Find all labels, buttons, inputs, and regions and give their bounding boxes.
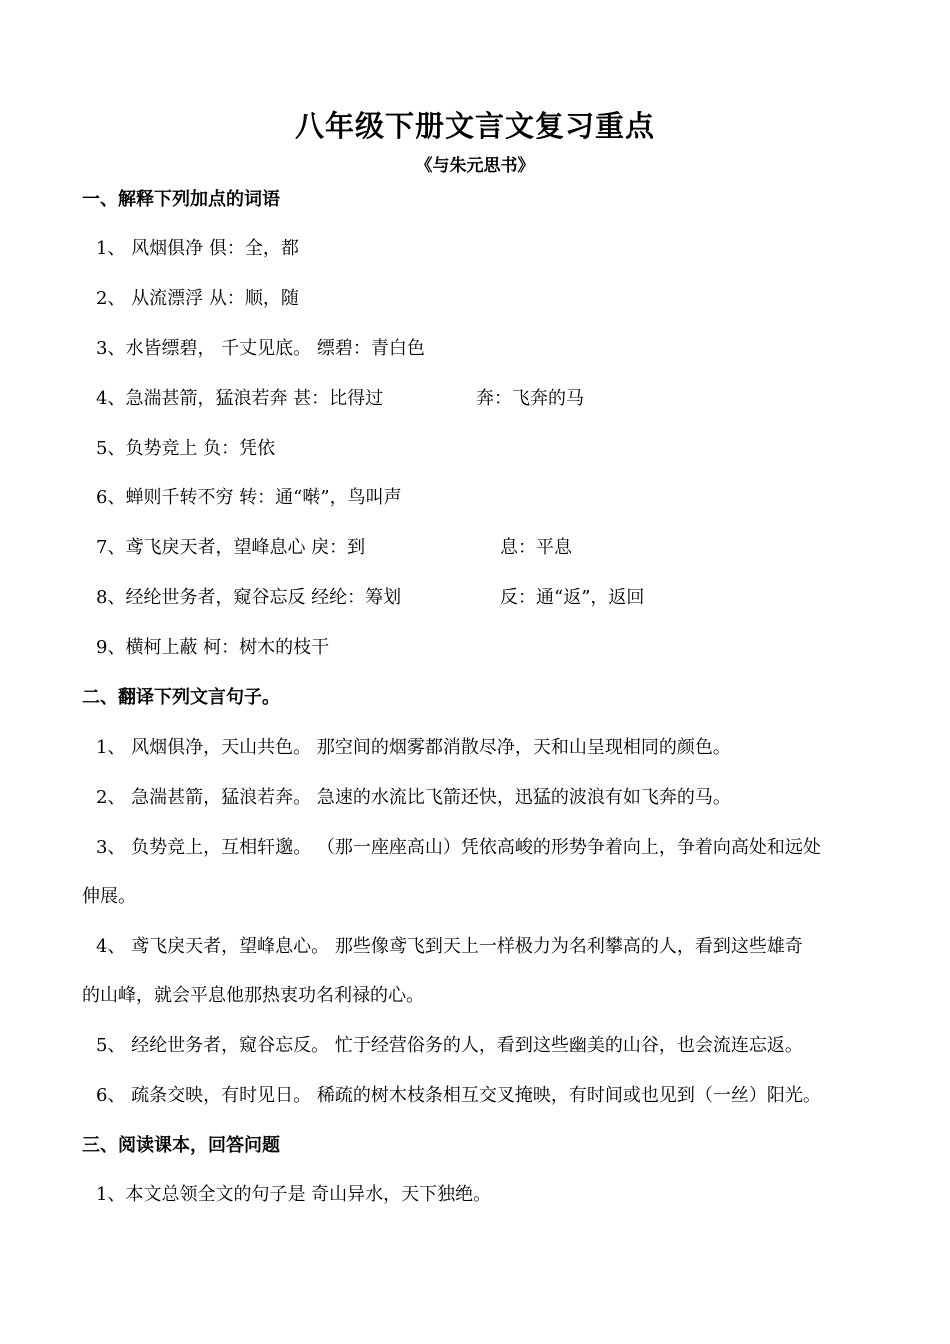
- vocab-item-9: 9、横柯上蔽 柯：树木的枝干: [96, 637, 330, 658]
- vocab-item-3: 3、水皆缥碧， 千丈见底。 缥碧：青白色: [96, 338, 425, 359]
- vocab-item-5: 5、负势竞上 负：凭依: [96, 438, 276, 459]
- translation-item-2: 2、 急湍甚箭，猛浪若奔。 急速的水流比飞箭还快，迅猛的波浪有如飞奔的马。: [96, 787, 731, 808]
- question-item-1: 1、本文总领全文的句子是 奇山异水，天下独绝。: [96, 1184, 492, 1205]
- document-subtitle: 《与朱元思书》: [415, 156, 535, 176]
- document-title: 八年级下册文言文复习重点: [294, 109, 655, 143]
- translation-item-3: 3、 负势竞上，互相轩邈。 （那一座座高山）凭依高峻的形势争着向上，争着向高处和远处: [96, 837, 821, 858]
- translation-item-3-cont: 伸展。: [82, 886, 136, 907]
- section-heading-3: 三、阅读课本，回答问题: [82, 1135, 280, 1156]
- vocab-item-7-extra: 息：平息: [500, 537, 572, 558]
- translation-item-4-cont: 的山峰，就会平息他那热衷功名利禄的心。: [82, 985, 424, 1006]
- section-heading-1: 一、解释下列加点的词语: [82, 189, 280, 210]
- vocab-item-8-extra: 反：通“返”，返回: [500, 587, 645, 608]
- translation-item-6: 6、 疏条交映，有时见日。 稀疏的树木枝条相互交叉掩映，有时间或也见到（一丝）阳光。: [96, 1085, 821, 1106]
- vocab-item-7: 7、鸢飞戾天者，望峰息心 戾：到: [96, 537, 366, 558]
- translation-item-1: 1、 风烟俱净，天山共色。 那空间的烟雾都消散尽净，天和山呈现相同的颜色。: [96, 737, 731, 758]
- section-heading-2: 二、翻译下列文言句子。: [82, 687, 280, 708]
- translation-item-4: 4、 鸢飞戾天者，望峰息心。 那些像鸢飞到天上一样极力为名利攀高的人，看到这些雄奇: [96, 936, 803, 957]
- vocab-item-4: 4、急湍甚箭，猛浪若奔 甚：比得过: [96, 388, 384, 409]
- translation-item-5: 5、 经纶世务者，窥谷忘反。 忙于经营俗务的人，看到这些幽美的山谷，也会流连忘返。: [96, 1035, 803, 1056]
- vocab-item-4-extra: 奔：飞奔的马: [476, 388, 584, 409]
- vocab-item-2: 2、 从流漂浮 从：顺，随: [96, 288, 299, 309]
- vocab-item-8: 8、经纶世务者，窥谷忘反 经纶：筹划: [96, 587, 402, 608]
- vocab-item-1: 1、 风烟俱净 俱：全，都: [96, 238, 299, 259]
- vocab-item-6: 6、蝉则千转不穷 转：通“啭”，鸟叫声: [96, 487, 402, 508]
